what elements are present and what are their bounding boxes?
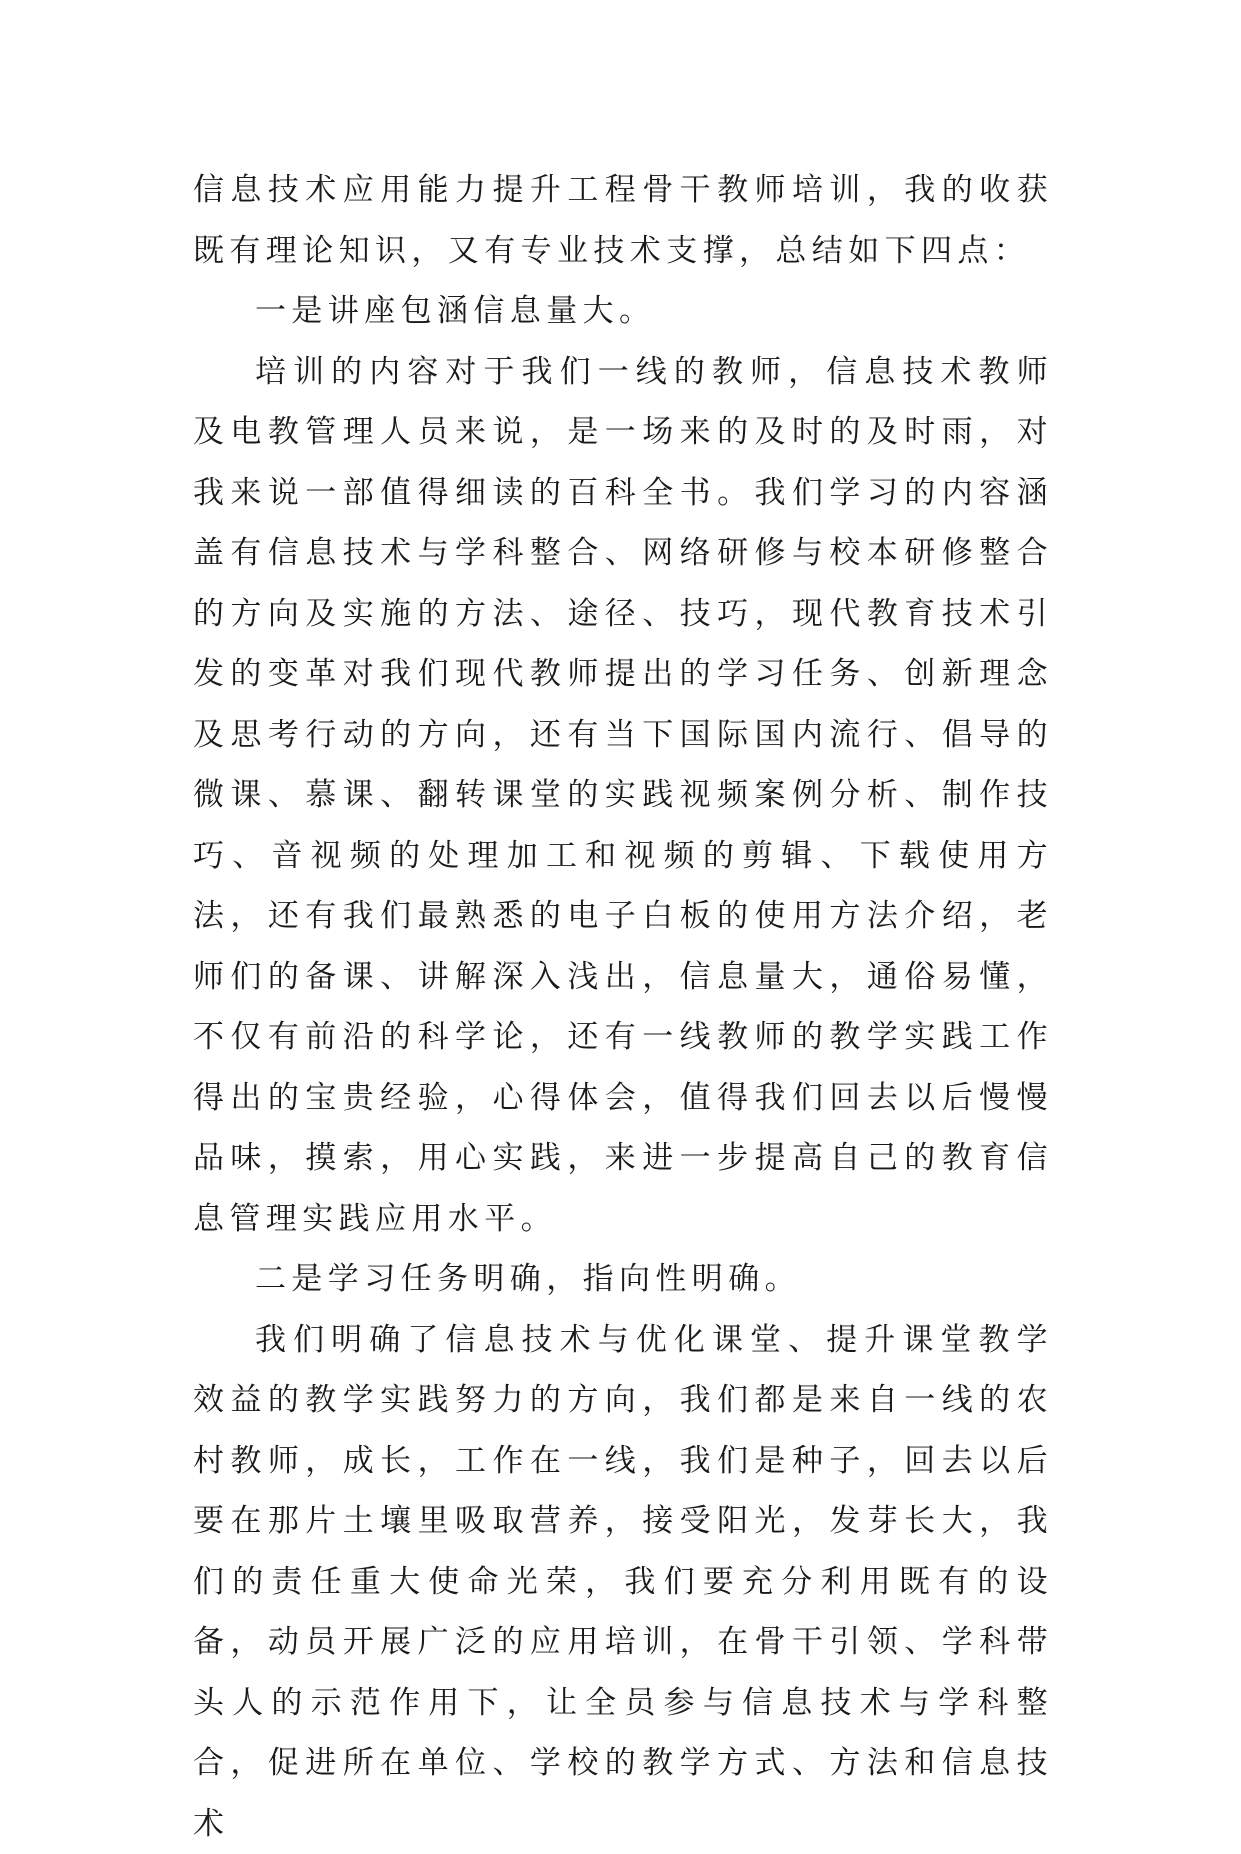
document-body [193,160,1053,1854]
paragraph-point-two: 我们明确了信息技术与优化课堂、提升课堂教学效益的教学实践努力的方向，我们都是来自一线的农村教师，成长，工作在一线，我们是种子，回去以后要在那片土壤里吸取营养，接受阳光，发芽长大，我们的责任重大使命光荣，我们要充分利用既有的设备，动员开展广泛的应用培训，在骨干引领、学科带头人的示范作用下，让全员参与信息技术与学科整合，促进所在单位、学校的教学方式、方法和信息技术 [193,1310,1053,1854]
heading-point-two: 二是学习任务明确，指向性明确。 [193,1249,1053,1310]
paragraph-intro: 信息技术应用能力提升工程骨干教师培训，我的收获既有理论知识，又有专业技术支撑，总结如下四点： [193,160,1053,281]
paragraph-point-one: 培训的内容对于我们一线的教师，信息技术教师及电教管理人员来说，是一场来的及时的及时雨，对我来说一部值得细读的百科全书。我们学习的内容涵盖有信息技术与学科整合、网络研修与校本研修整合的方向及实施的方法、途径、技巧，现代教育技术引发的变革对我们现代教师提出的学习任务、创新理念及思考行动的方向，还有当下国际国内流行、倡导的微课、慕课、翻转课堂的实践视频案例分析、制作技巧、音视频的处理加工和视频的剪辑、下载使用方法，还有我们最熟悉的电子白板的使用方法介绍，老师们的备课、讲解深入浅出，信息量大，通俗易懂，不仅有前沿的科学论，还有一线教师的教学实践工作得出的宝贵经验，心得体会，值得我们回去以后慢慢品味，摸索，用心实践，来进一步提高自己的教育信息管理实践应用水平。 [193,342,1053,1250]
heading-point-one: 一是讲座包涵信息量大。 [193,281,1053,342]
